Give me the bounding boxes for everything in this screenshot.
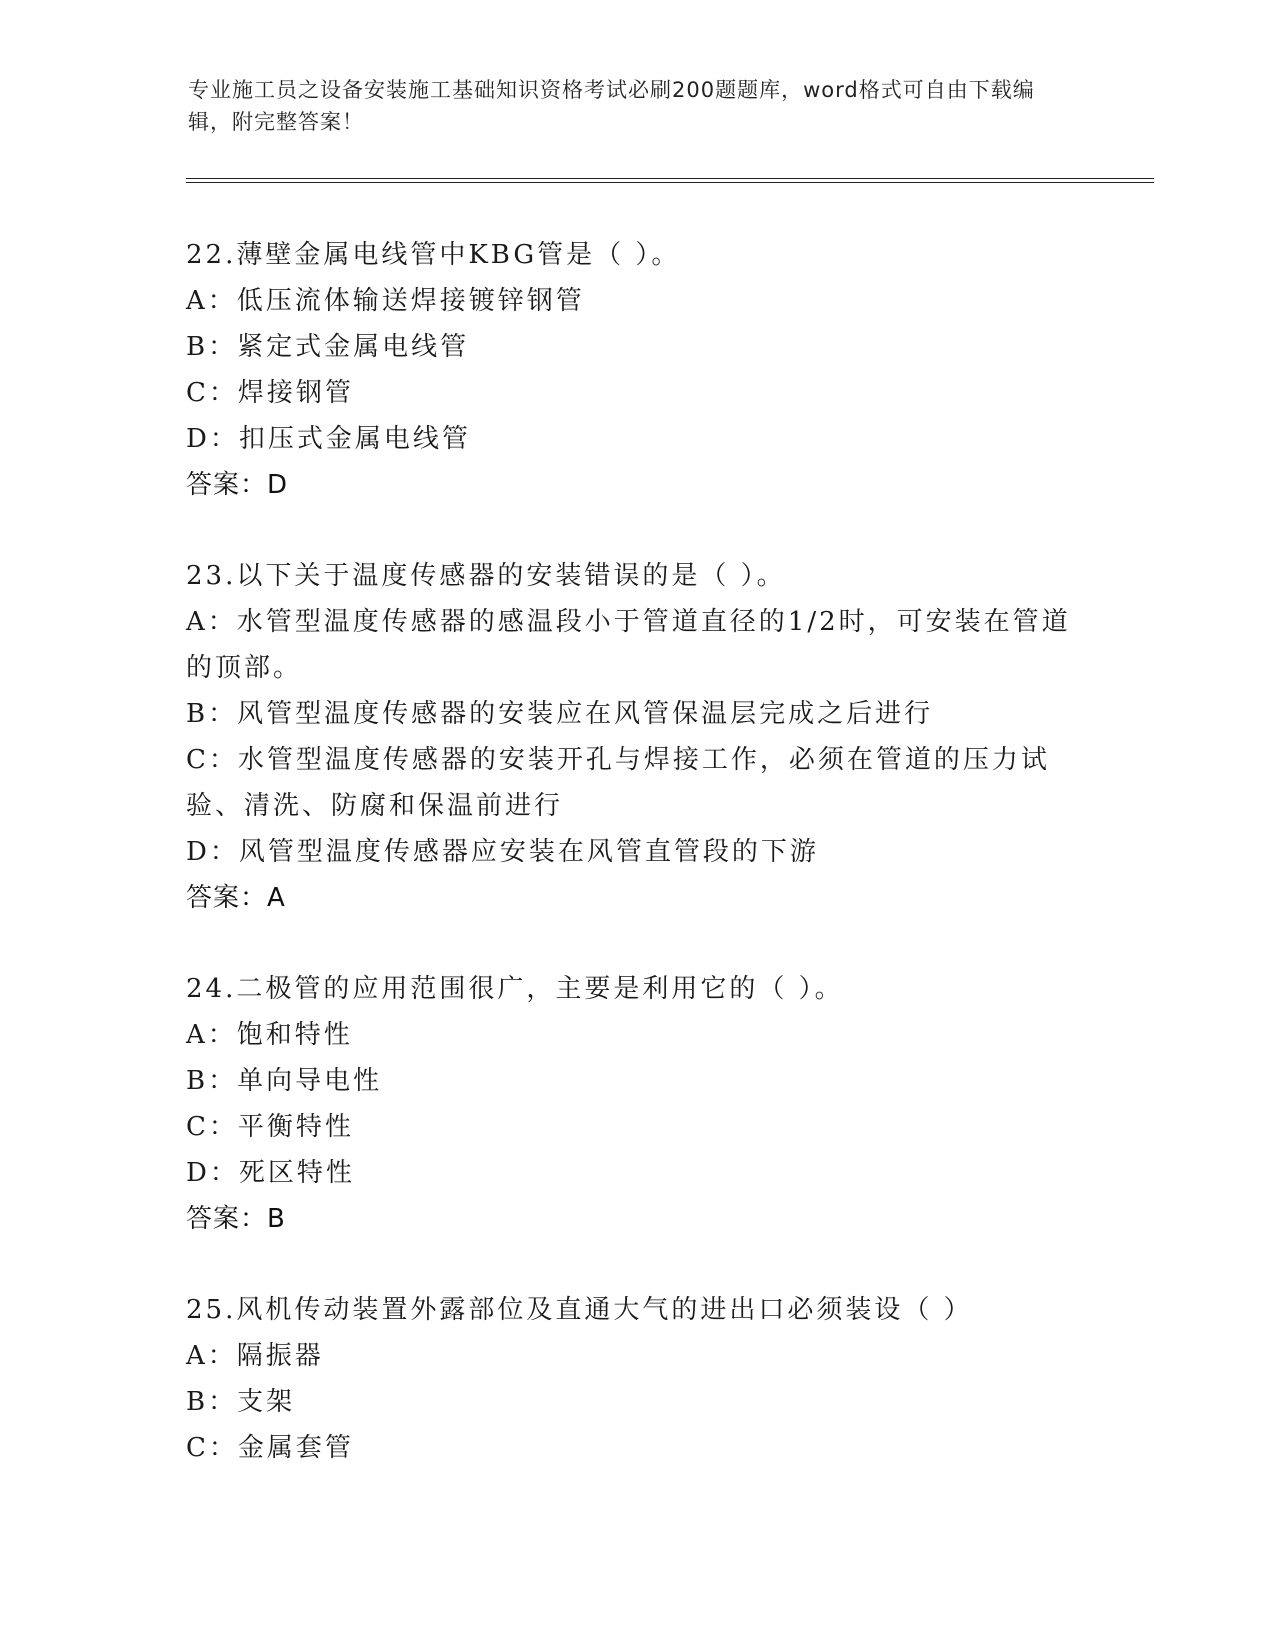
option-a: A：水管型温度传感器的感温段小于管道直径的1/2时，可安装在管道的顶部。 <box>186 607 1071 683</box>
option-c: C：焊接钢管 <box>186 378 354 408</box>
option-d: D：风管型温度传感器应安装在风管直管段的下游 <box>186 837 819 867</box>
option-b: B：支架 <box>186 1387 296 1417</box>
document-header: 专业施工员之设备安装施工基础知识资格考试必刷200题题库，word格式可自由下载编辑，附完整答案！ <box>188 78 1035 134</box>
question-stem: 23.以下关于温度传感器的安装错误的是（ ）。 <box>186 561 786 591</box>
option-d: D：死区特性 <box>186 1158 355 1188</box>
question-23 <box>186 553 1086 921</box>
option-c: C：平衡特性 <box>186 1112 354 1142</box>
question-22 <box>186 232 1086 508</box>
option-c: C：金属套管 <box>186 1433 354 1463</box>
option-a: A：饱和特性 <box>186 1020 353 1050</box>
option-a: A：低压流体输送焊接镀锌钢管 <box>186 286 585 316</box>
option-b: B：风管型温度传感器的安装应在风管保温层完成之后进行 <box>186 699 934 729</box>
option-b: B：紧定式金属电线管 <box>186 332 470 362</box>
header-rule-bottom <box>186 182 1154 183</box>
option-a: A：隔振器 <box>186 1341 324 1371</box>
question-stem: 24.二极管的应用范围很广，主要是利用它的（ ）。 <box>186 974 844 1004</box>
option-b: B：单向导电性 <box>186 1066 383 1096</box>
answer-line: 答案：A <box>186 883 286 913</box>
option-d: D：扣压式金属电线管 <box>186 424 471 454</box>
question-stem: 22.薄壁金属电线管中KBG管是（ ）。 <box>186 240 681 270</box>
answer-line: 答案：B <box>186 1204 286 1234</box>
answer-line: 答案：D <box>186 470 289 500</box>
question-list <box>186 232 1086 1516</box>
question-24 <box>186 966 1086 1242</box>
question-25 <box>186 1287 1086 1471</box>
question-stem: 25.风机传动装置外露部位及直通大气的进出口必须装设（ ） <box>186 1295 973 1325</box>
option-c: C：水管型温度传感器的安装开孔与焊接工作，必须在管道的压力试验、清洗、防腐和保温前进行 <box>186 745 1050 821</box>
header-rule-top <box>186 178 1154 179</box>
